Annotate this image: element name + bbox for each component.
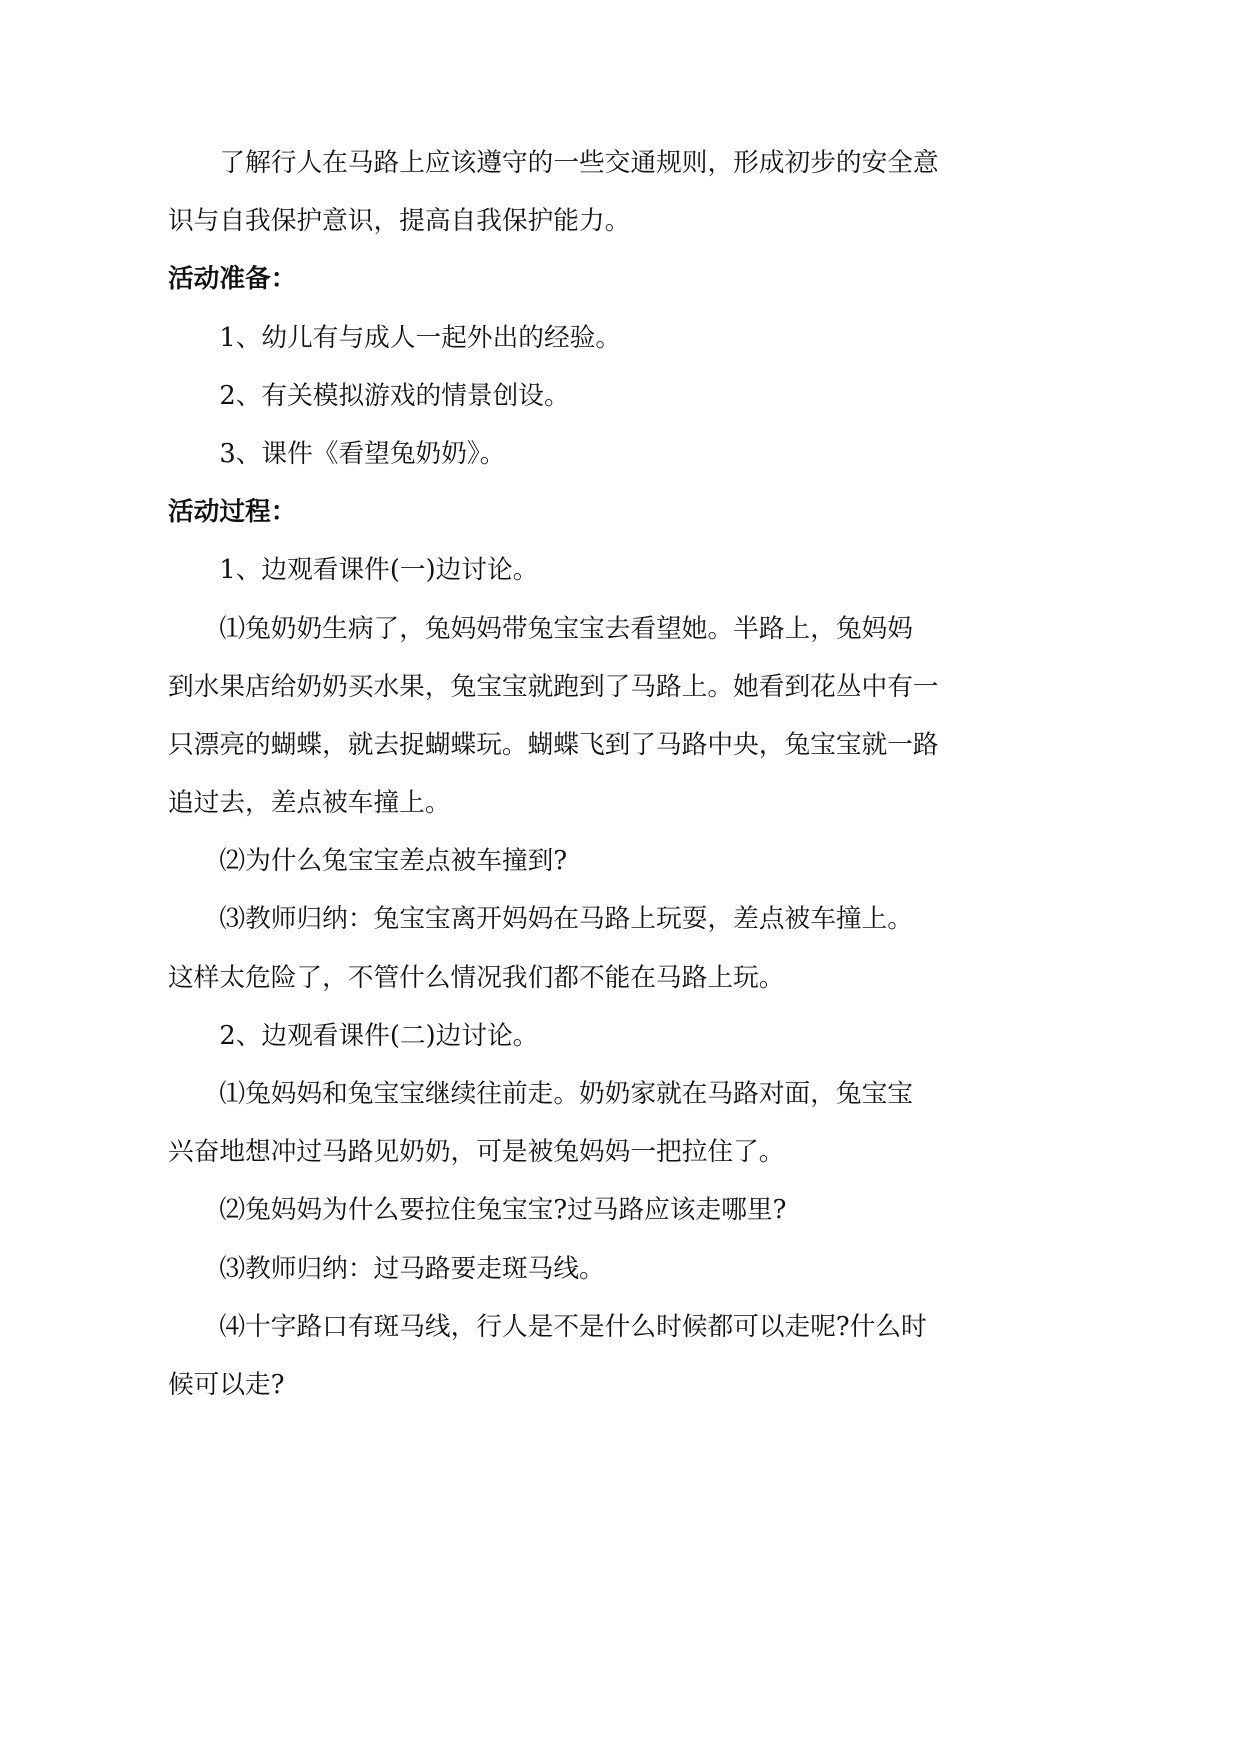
preparation-section [168,250,1068,483]
paragraph [168,1240,1068,1298]
paragraph [168,1181,1068,1239]
paragraph-line: 候可以走? [168,1369,285,1400]
paragraph-line: 到水果店给奶奶买水果，兔宝宝就跑到了马路上。她看到花丛中有一 [168,671,939,702]
paragraph-line: ⑶教师归纳：兔宝宝离开妈妈在马路上玩耍，差点被车撞上。 [219,904,913,935]
document-page [168,134,1068,1414]
paragraph-line: 追过去，差点被车撞上。 [168,788,451,819]
paragraph [168,600,1068,833]
section-heading-process: 活动过程： [168,497,297,528]
preparation-item: 3、课件《看望兔奶奶》。 [219,438,506,469]
paragraph-line: ⑴兔奶奶生病了，兔妈妈带兔宝宝去看望她。半路上，兔妈妈 [219,613,913,644]
process-step [168,541,1068,1007]
section-heading-preparation: 活动准备： [168,264,297,295]
paragraph-line: ⑴兔妈妈和兔宝宝继续往前走。奶奶家就在马路对面，兔宝宝 [219,1079,913,1109]
paragraph-line: 这样太危险了，不管什么情况我们都不能在马路上玩。 [168,962,785,993]
intro-line: 识与自我保护意识，提高自我保护能力。 [168,206,631,237]
paragraph-line: 兴奋地想冲过马路见奶奶，可是被兔妈妈一把拉住了。 [168,1137,785,1168]
paragraph [168,1065,1068,1181]
paragraph [168,832,1068,890]
paragraph [168,1298,1068,1414]
paragraph [168,890,1068,1006]
paragraph-line: ⑷十字路口有斑马线，行人是不是什么时候都可以走呢?什么时 [219,1311,927,1342]
preparation-item: 2、有关模拟游戏的情景创设。 [219,380,570,411]
step-title: 2、边观看课件(二)边讨论。 [219,1020,539,1051]
paragraph-line: ⑵兔妈妈为什么要拉住兔宝宝?过马路应该走哪里? [219,1195,787,1226]
paragraph-line: ⑶教师归纳：过马路要走斑马线。 [219,1253,605,1284]
paragraph-line: 只漂亮的蝴蝶，就去捉蝴蝶玩。蝴蝶飞到了马路中央，兔宝宝就一路 [168,729,939,760]
preparation-item: 1、幼儿有与成人一起外出的经验。 [219,322,622,353]
step-title: 1、边观看课件(一)边讨论。 [219,555,539,586]
process-step [168,1007,1068,1414]
paragraph-line: ⑵为什么兔宝宝差点被车撞到? [219,846,568,877]
process-section [168,483,1068,1414]
intro-paragraph [168,134,1068,250]
intro-line: 了解行人在马路上应该遵守的一些交通规则，形成初步的安全意 [219,148,939,178]
